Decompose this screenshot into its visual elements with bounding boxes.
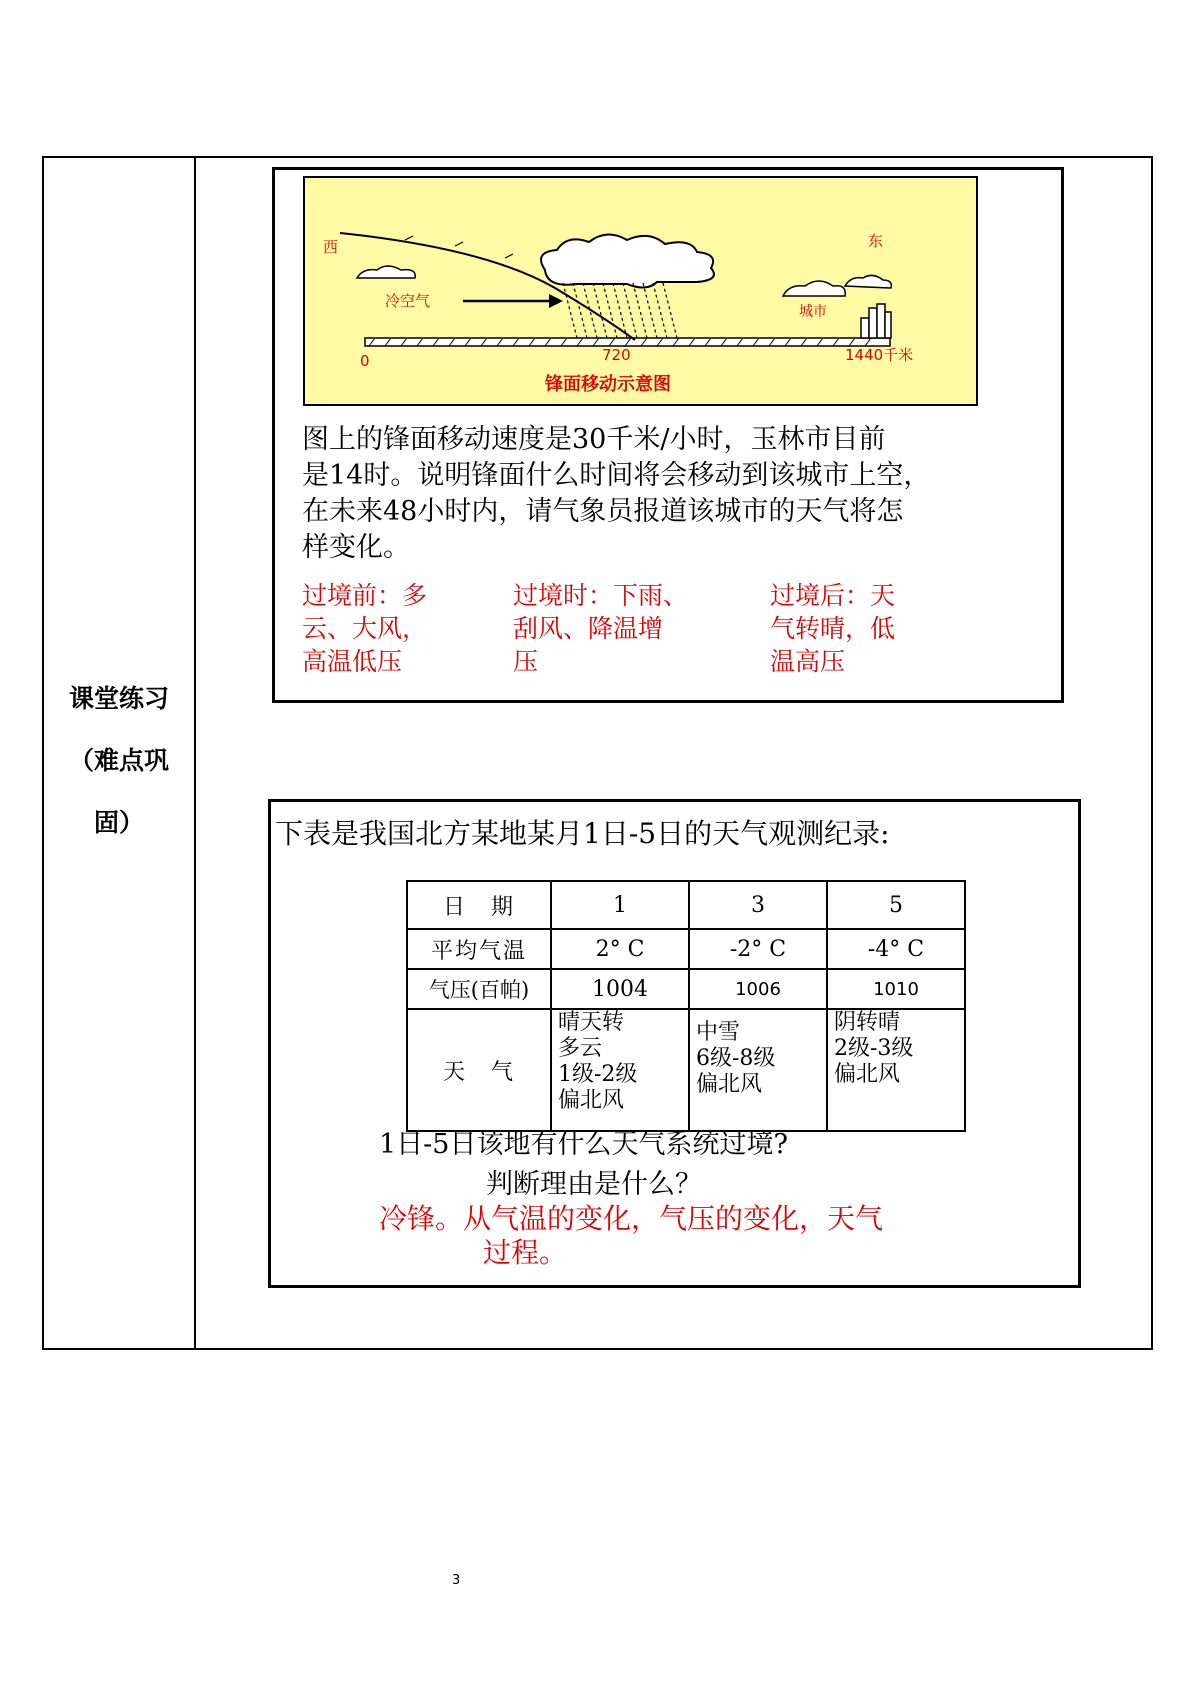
table-row <box>407 929 965 969</box>
table-row <box>407 1009 965 1131</box>
answer-line: 气转晴，低 <box>770 614 896 643</box>
km0-label: 0 <box>360 352 370 370</box>
diagram-drawing <box>305 178 978 406</box>
cold-air-label: 冷空气 <box>385 292 431 310</box>
weather-header: 天 气 <box>407 1009 551 1131</box>
date-header: 日 期 <box>407 881 551 929</box>
weather-line: 晴天转 <box>558 1010 625 1035</box>
km1440-label: 1440千米 <box>845 346 914 364</box>
question-1-line: 是14时。说明锋面什么时间将会移动到该城市上空， <box>302 460 931 491</box>
weather-line: 多云 <box>558 1036 603 1061</box>
front-slide <box>272 167 1064 703</box>
day-cell: 3 <box>689 881 827 929</box>
answer-line: 过境后：天 <box>770 581 896 610</box>
question-1-line: 样变化。 <box>302 532 410 563</box>
weather-line: 6级-8级 <box>696 1046 776 1071</box>
weather-line: 1级-2级 <box>558 1062 638 1087</box>
section-label-line: （难点巩 <box>68 746 169 775</box>
weather-cell <box>689 1009 827 1131</box>
table-row <box>407 881 965 929</box>
column-divider <box>194 158 196 1348</box>
east-label: 东 <box>868 232 884 250</box>
km720-label: 720 <box>602 346 631 364</box>
west-label: 西 <box>323 238 339 256</box>
diagram-caption: 锋面移动示意图 <box>545 374 671 395</box>
answer-line: 过境前：多 <box>302 581 428 610</box>
weather-line: 偏北风 <box>696 1072 763 1097</box>
weather-cell <box>827 1009 965 1131</box>
day-cell: 5 <box>827 881 965 929</box>
weather-line: 阴转晴 <box>834 1010 901 1035</box>
weather-cell <box>551 1009 689 1131</box>
answer-after <box>770 579 895 678</box>
temp-header: 平均气温 <box>407 929 551 969</box>
day-cell: 1 <box>551 881 689 929</box>
temp-cell: 2° C <box>551 929 689 969</box>
section-label <box>44 668 194 854</box>
temp-cell: -2° C <box>689 929 827 969</box>
section-label-line: 课堂练习 <box>68 684 169 713</box>
question-2: 1日-5日该地有什么天气系统过境? <box>379 1129 788 1160</box>
question-3: 判断理由是什么？ <box>486 1169 702 1200</box>
answer-line: 压 <box>513 647 539 676</box>
weather-line: 中雪 <box>696 1020 741 1045</box>
weather-line: 2级-3级 <box>834 1036 914 1061</box>
section-label-line: 固） <box>93 808 144 837</box>
answer-line: 刮风、降温增 <box>513 614 664 643</box>
question-1-line: 图上的锋面移动速度是30千米/小时，玉林市目前 <box>302 424 886 455</box>
page-number: 3 <box>452 1573 461 1588</box>
pressure-cell: 1004 <box>551 969 689 1009</box>
answer-line: 高温低压 <box>302 647 403 676</box>
answer-line: 温高压 <box>770 647 846 676</box>
question-2-intro: 下表是我国北方某地某月1日-5日的天气观测纪录: <box>275 817 890 850</box>
weather-observation-table <box>406 880 966 1132</box>
pressure-header: 气压(百帕) <box>407 969 551 1009</box>
city-label: 城市 <box>799 304 827 320</box>
answer-during <box>513 579 688 678</box>
weather-record-slide <box>268 799 1081 1288</box>
weather-line: 偏北风 <box>834 1062 901 1087</box>
pressure-cell: 1006 <box>689 969 827 1009</box>
answer-before <box>302 579 427 678</box>
answer-line: 过境时：下雨、 <box>513 581 689 610</box>
answer-line: 过程。 <box>483 1236 568 1269</box>
table-row <box>407 969 965 1009</box>
question-1-line: 在未来48小时内，请气象员报道该城市的天气将怎 <box>302 496 904 527</box>
question-1 <box>302 422 1052 566</box>
answer-2 <box>379 1202 883 1270</box>
temp-cell: -4° C <box>827 929 965 969</box>
answer-line: 云、大风， <box>302 614 428 643</box>
answer-line: 冷锋。从气温的变化，气压的变化，天气 <box>379 1202 884 1235</box>
pressure-cell: 1010 <box>827 969 965 1009</box>
front-movement-diagram <box>303 176 978 406</box>
weather-line: 偏北风 <box>558 1088 625 1113</box>
